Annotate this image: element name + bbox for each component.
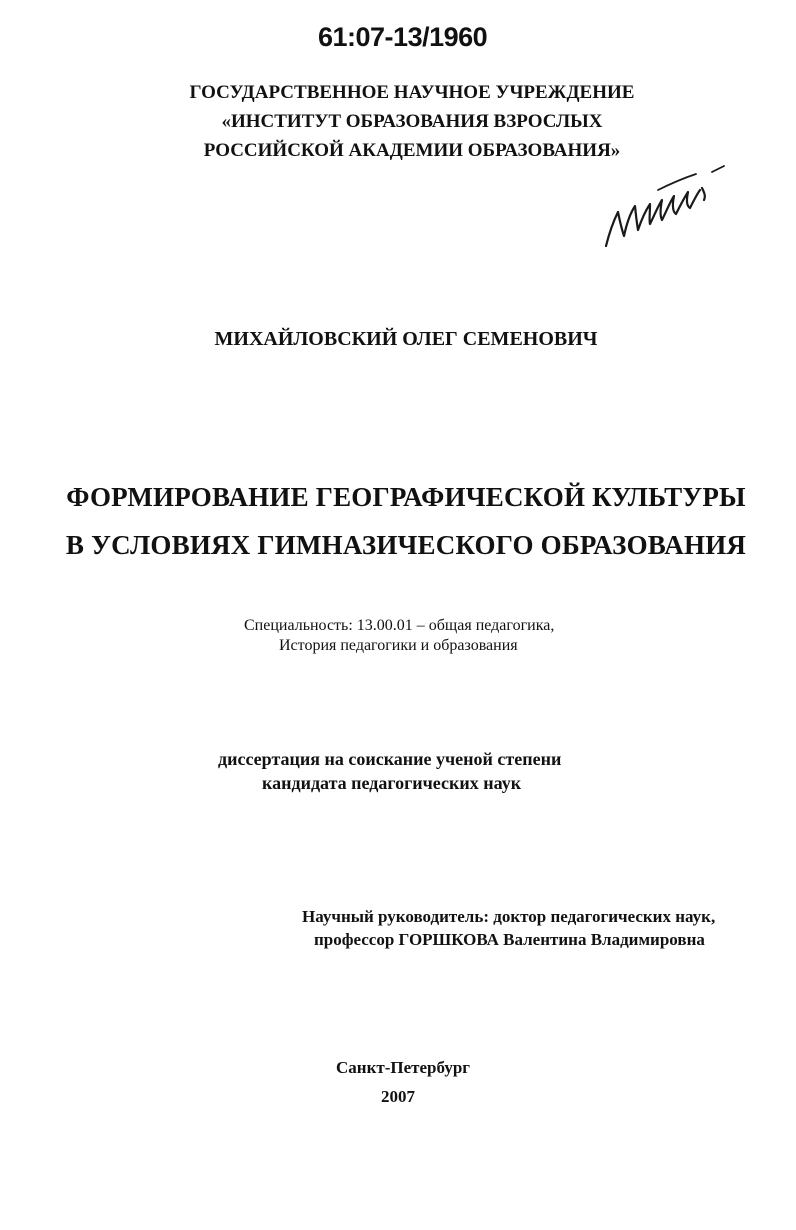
degree-line-1: диссертация на соискание ученой степени — [218, 749, 562, 769]
signature-icon — [600, 160, 730, 255]
degree-line-2: кандидата педагогических наук — [262, 773, 522, 793]
specialty-line-2: История педагогики и образования — [279, 637, 518, 654]
advisor-line-2: профессор ГОРШКОВА Валентина Владимировна — [314, 930, 705, 949]
dissertation-title-line-2: В УСЛОВИЯХ ГИМНАЗИЧЕСКОГО ОБРАЗОВАНИЯ — [65, 530, 747, 560]
author-name: МИХАЙЛОВСКИЙ ОЛЕГ СЕМЕНОВИЧ — [214, 328, 598, 350]
institution-line-3: РОССИЙСКОЙ АКАДЕМИИ ОБРАЗОВАНИЯ» — [203, 140, 621, 161]
document-code: 61:07-13/1960 — [318, 22, 488, 52]
specialty-line-1: Специальность: 13.00.01 – общая педагогика, — [244, 617, 555, 634]
institution-line-2: «ИНСТИТУТ ОБРАЗОВАНИЯ ВЗРОСЛЫХ — [221, 111, 603, 132]
advisor-line-1: Научный руководитель: доктор педагогических наук, — [302, 907, 716, 926]
year: 2007 — [381, 1087, 415, 1106]
institution-line-1: ГОСУДАРСТВЕННОЕ НАУЧНОЕ УЧРЕЖДЕНИЕ — [189, 82, 635, 103]
dissertation-title-line-1: ФОРМИРОВАНИЕ ГЕОГРАФИЧЕСКОЙ КУЛЬТУРЫ — [66, 482, 746, 512]
city: Санкт-Петербург — [336, 1058, 471, 1077]
